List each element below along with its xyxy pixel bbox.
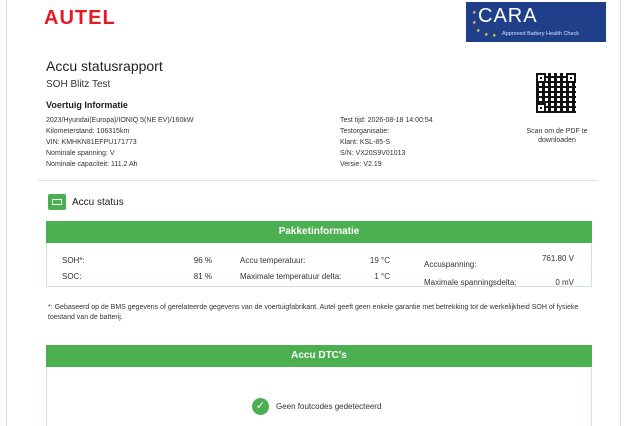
qr-finder xyxy=(536,103,546,113)
soc-value: 81 % xyxy=(193,272,212,281)
report-title: Accu statusrapport xyxy=(46,58,163,74)
star-icon: ★ xyxy=(472,20,477,26)
vehicle-vin: VIN: KMHKN81EFPU171773 xyxy=(46,139,137,146)
vehicle-mileage: Kilometerstand: 106315km xyxy=(46,128,130,135)
voltage-value: 761.80 V xyxy=(541,254,574,263)
star-icon: ★ xyxy=(472,10,477,16)
test-organisation: Testorganisatie: xyxy=(340,128,390,135)
test-client: Klant: KSL-85-S xyxy=(340,139,391,146)
dtc-status-text: Geen foutcodes gedetecteerd xyxy=(276,402,382,411)
qr-code-icon[interactable] xyxy=(536,73,576,113)
temp-delta-value: 1 °C xyxy=(374,272,390,281)
battery-car-icon xyxy=(48,194,66,210)
soh-value: 96 % xyxy=(193,256,212,265)
temp-delta-label: Maximale temperatuur delta: xyxy=(240,272,342,281)
qr-caption: Scan om de PDF te downloaden xyxy=(526,128,588,144)
temp-label: Accu temperatuur: xyxy=(240,256,306,265)
voltage-delta-label: Maximale spanningsdelta: xyxy=(424,278,517,287)
test-serial: S/N: VX20S9V01013 xyxy=(340,150,406,157)
cara-badge xyxy=(466,2,606,42)
star-icon: ★ xyxy=(484,32,489,38)
page-edge-right xyxy=(620,0,621,426)
check-circle-icon: ✓ xyxy=(252,398,269,415)
section-divider xyxy=(38,180,598,181)
pakket-header: Pakketinformatie xyxy=(46,221,592,243)
star-icon: ★ xyxy=(492,33,497,39)
vehicle-nominal-voltage: Nominale spanning: V xyxy=(46,150,115,157)
autel-logo: AUTEL xyxy=(44,7,116,29)
qr-finder xyxy=(566,73,576,83)
report-subtitle: SOH Blitz Test xyxy=(46,79,111,90)
dtc-header: Accu DTC's xyxy=(46,345,592,367)
test-version: Versie: V2.19 xyxy=(340,161,382,168)
soh-footnote: *: Gebaseerd op de BMS gegevens of gerelateerde gegevens van de voertuigfabrikant. Autel geeft geen enkele garantie met betrekking tot de werkelijkheid SOH of fysieke toestand van de batterij. xyxy=(48,304,579,321)
soh-label: SOH*: xyxy=(62,256,85,265)
voltage-label: Accuspanning: xyxy=(424,260,477,269)
vehicle-info-heading: Voertuig Informatie xyxy=(46,100,128,110)
cara-title: CARA xyxy=(478,5,538,27)
page-edge-left xyxy=(6,0,7,426)
temp-value: 19 °C xyxy=(369,256,390,265)
soc-label: SOC: xyxy=(62,272,82,281)
qr-finder xyxy=(536,73,546,83)
cara-subtitle: Approved Battery Health Check xyxy=(502,31,580,37)
vehicle-nominal-capacity: Nominale capaciteit: 111.2 Ah xyxy=(46,161,138,168)
accu-status-title: Accu status xyxy=(72,197,124,208)
star-icon: ★ xyxy=(476,28,481,34)
vehicle-model: 2023/Hyundai(Europa)/IONIQ 5(NE EV)/160kW xyxy=(46,117,194,124)
voltage-delta-value: 0 mV xyxy=(555,278,574,287)
dtc-panel xyxy=(46,367,592,426)
test-time: Test tijd: 2026-08-18 14:00:54 xyxy=(340,117,433,124)
